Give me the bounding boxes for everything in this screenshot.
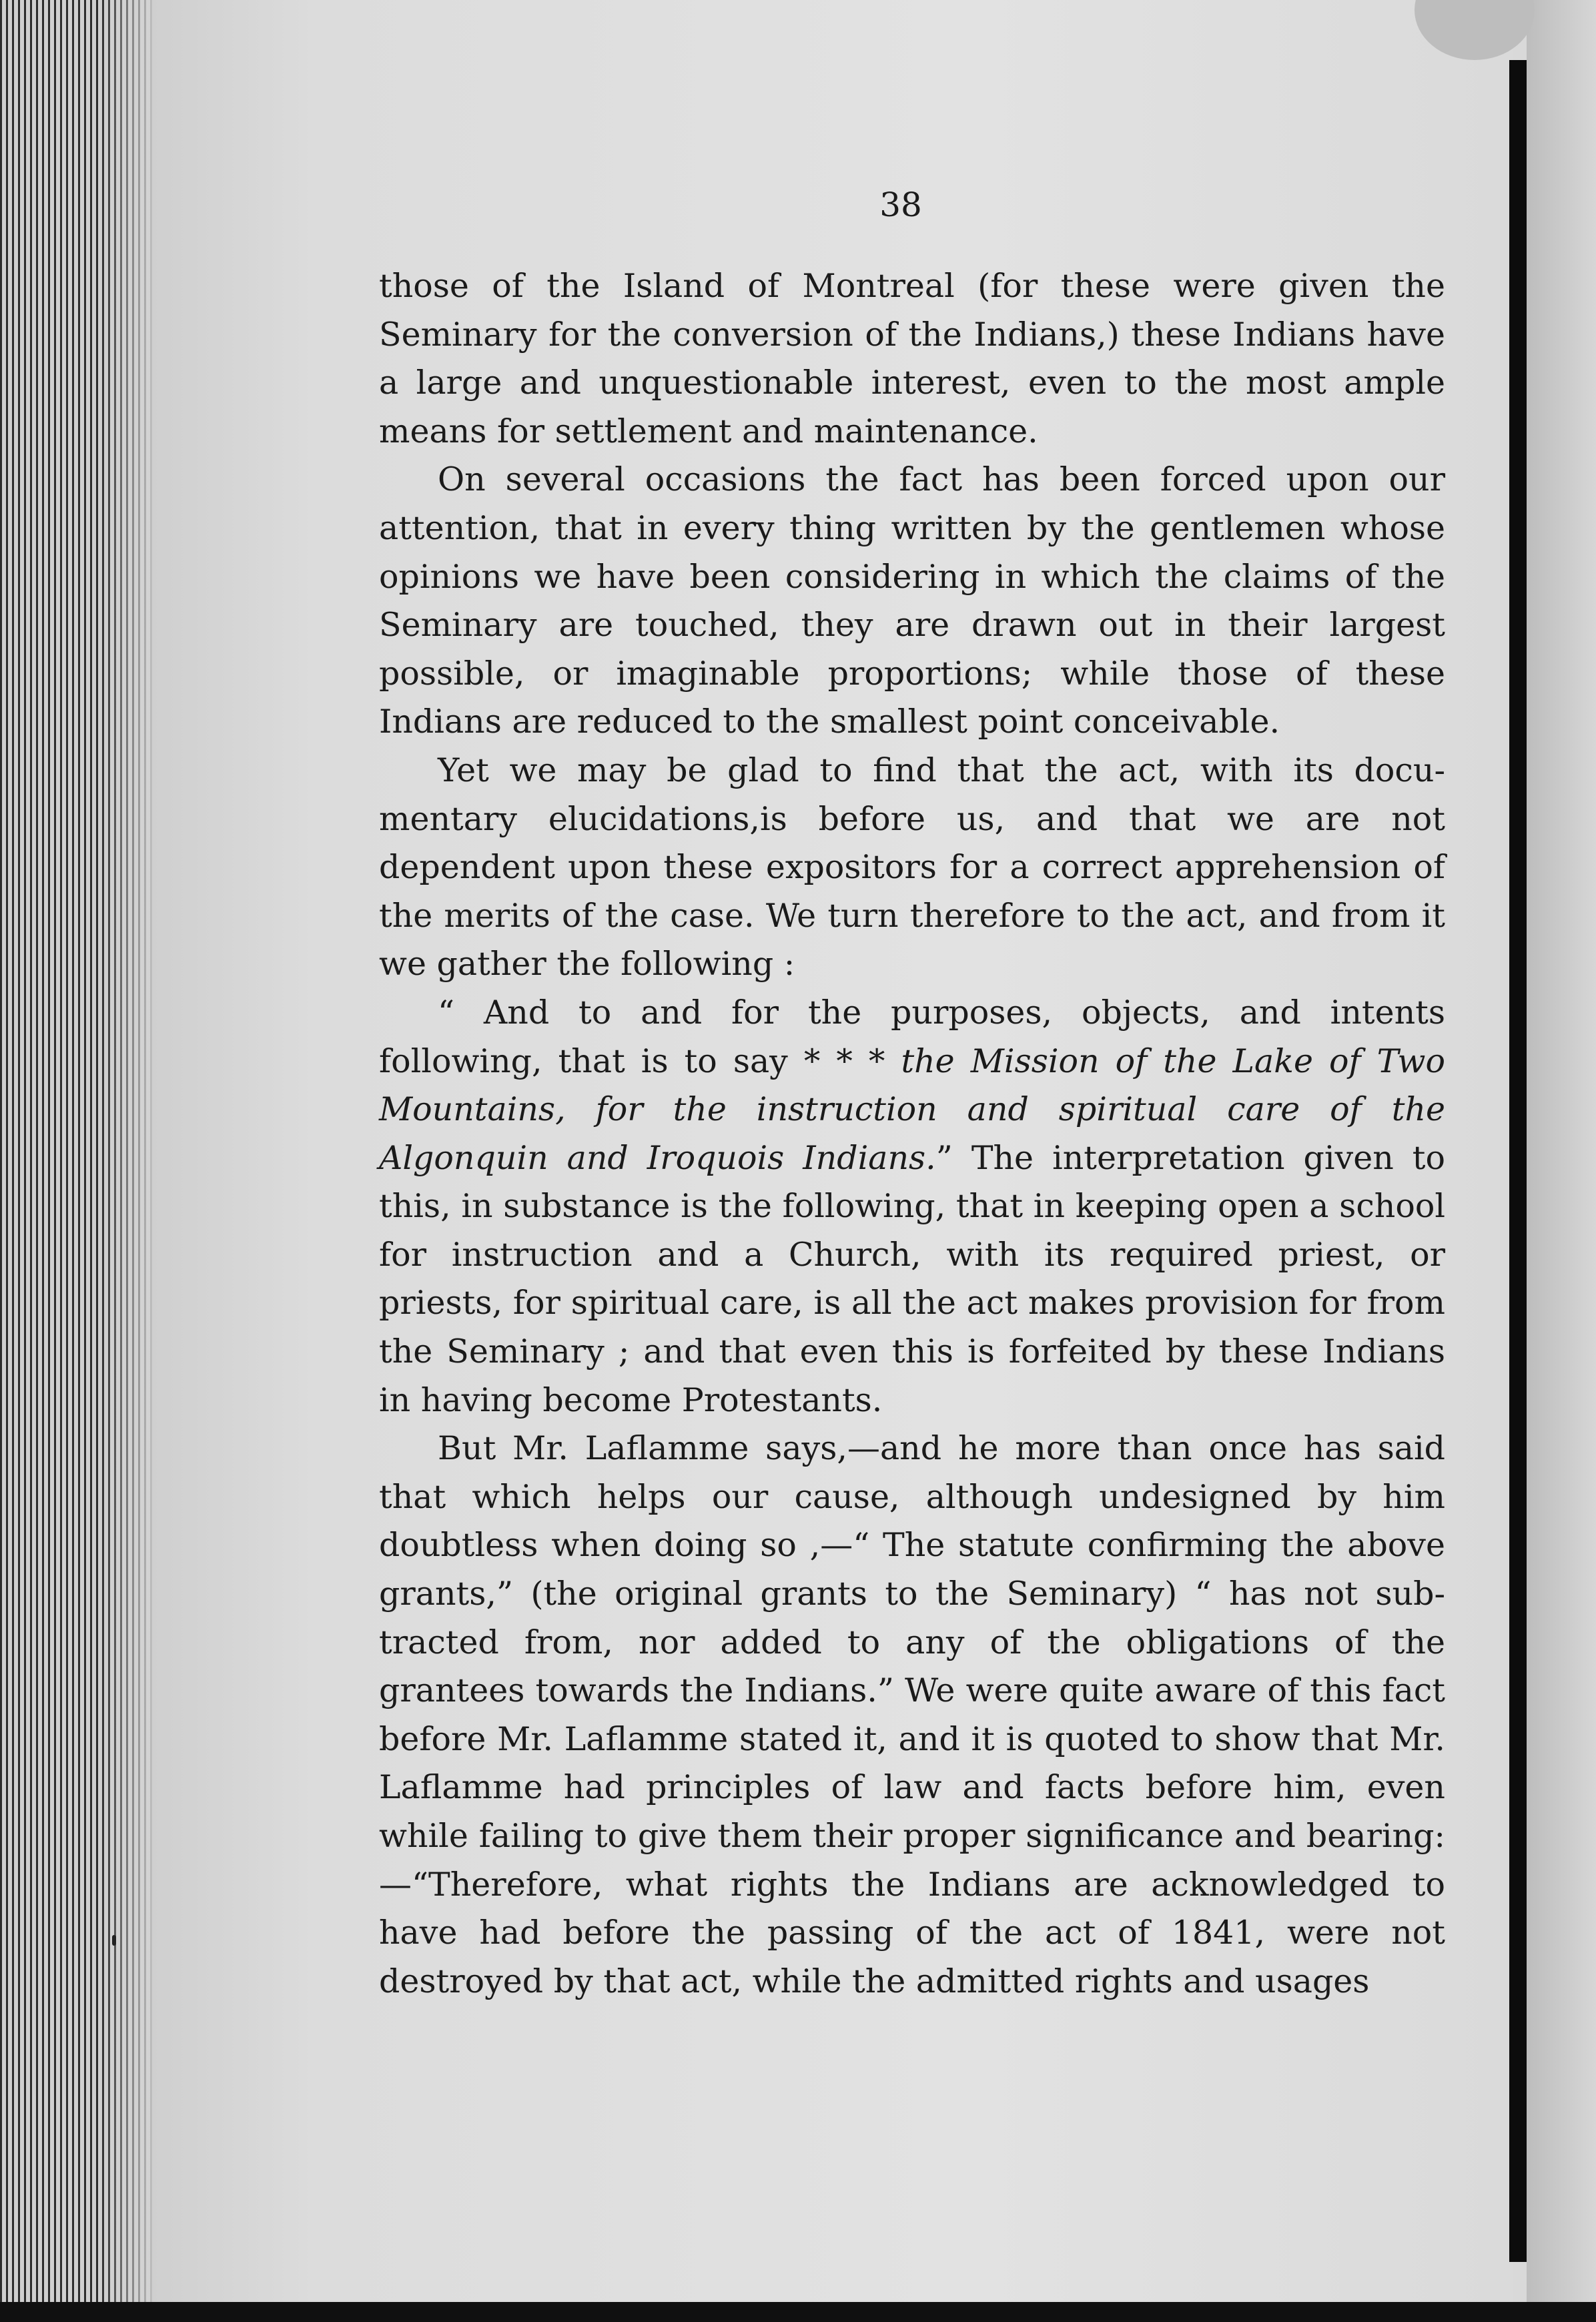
- paragraph-2-text: On several occasions the fact has been forced upon our attention, that in every thing written by the gentlemen whose opinions we have been considering in which the claims of the Seminary are touched, they are drawn out in their largest possible, or imaginable proportions; while those of these Indians are reduced to the smallest point conceivable.: [379, 460, 1445, 741]
- page-number: 38: [879, 185, 922, 224]
- right-page-edge: [1509, 60, 1527, 2262]
- paragraph-3-text: Yet we may be glad to find that the act, with its documentary elucidations,is before us, and that we are not dependent upon these expositors for a correct apprehension of the merits of the case. We turn therefore to the act, and from it we gather the following :: [379, 751, 1445, 984]
- paragraph-3: [379, 747, 1445, 989]
- gutter-shadow: [100, 0, 160, 2322]
- right-margin-strip: [1527, 0, 1596, 2322]
- paragraph-4-italic-quote: the Mission of the Lake of Two Mountains, for the instruction and spiritual care of the Algonquin and Iroquois Indians.: [379, 1042, 1445, 1177]
- bottom-dark-band: [0, 2302, 1596, 2322]
- paragraph-4-quote-start: “ And to and for the purposes, objects, and intents following, that is to say * * *: [379, 993, 1445, 1080]
- paragraph-2: [379, 456, 1445, 747]
- paragraph-5: [379, 1425, 1445, 2006]
- paragraph-5-text: But Mr. Laflamme says,—and he more than once has said that which helps our cause, although undesigned by him doubtless when doing so ,—“ The statute confirming the above grants,” (the original grants to the Seminary) “ has not subtracted from, nor added to any of the obligations of the grantees towards the Indians.” We were quite aware of this fact before Mr. Laflamme stated it, and it is quoted to show that Mr. Laflamme had principles of law and facts before him, even while failing to give them their proper significance and bearing:—“Therefore, what rights the Indians are acknowledged to have had before the passing of the act of 1841, were not destroyed by that act, while the admitted rights and usages: [379, 1429, 1445, 2000]
- paragraph-4: [379, 989, 1445, 1425]
- ink-smudge: [112, 1935, 116, 1946]
- paragraph-1-text: those of the Island of Montreal (for these were given the Seminary for the conversion of the Indians,) these Indians have a large and unquestionable interest, even to the most ample means for settlement and maintenance.: [379, 267, 1445, 450]
- body-text: [379, 262, 1445, 2006]
- paragraph-4-interpretation: ” The interpretation given to this, in substance is the following, that in keeping open a school for instruction and a Church, with its required priest, or priests, for spiritual care, is all the act makes provision for from the Seminary ; and that even this is forfeited by these Indians in having become Protestants.: [379, 1138, 1445, 1419]
- paragraph-1: [379, 262, 1445, 456]
